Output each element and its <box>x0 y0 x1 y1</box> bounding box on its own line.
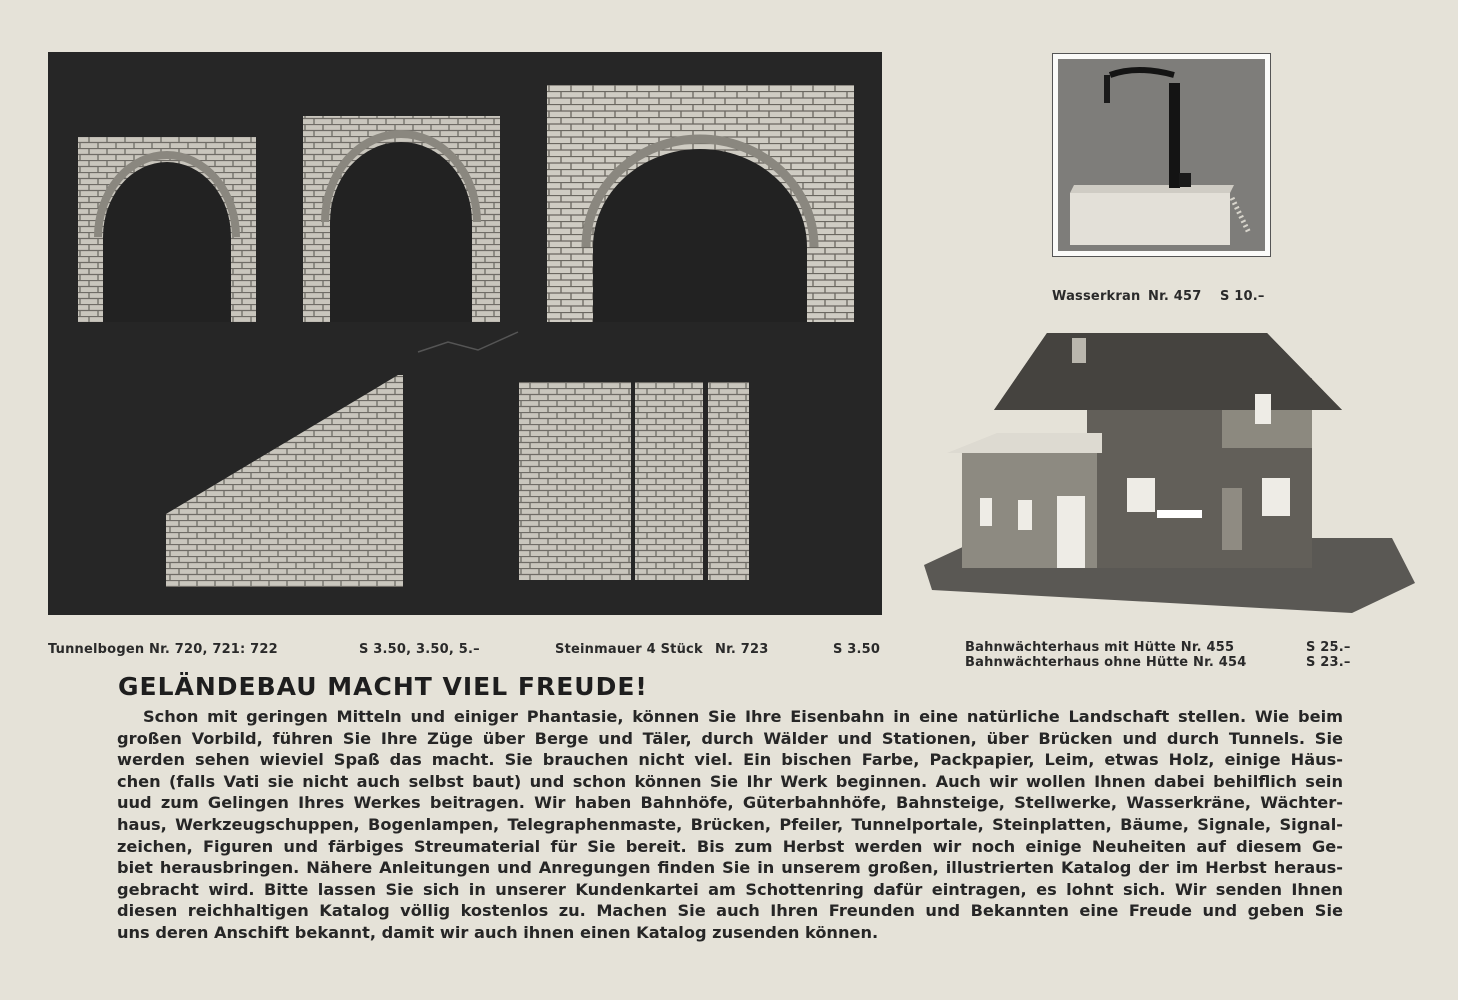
body-text <box>117 706 1343 944</box>
crane-number: Nr. 457 <box>1148 289 1202 304</box>
body-line: diesen reichhaltigen Katalog völlig kostenlos zu. Machen Sie auch Ihren Freunden und Bekannten eine Freude und geben Sie <box>117 901 1343 921</box>
body-line: gebracht wird. Bitte lassen Sie sich in unserer Kundenkartei am Schottenring dafür eintragen, es lohnt sich. Wir senden Ihnen <box>117 879 1343 899</box>
crane-price: S 10.– <box>1220 289 1265 304</box>
water-crane-photo <box>1052 53 1271 257</box>
crane-name: Wasserkran <box>1052 289 1141 304</box>
wall-name: Steinmauer 4 Stück <box>555 642 703 657</box>
tunnel-price: S 3.50, 3.50, 5.– <box>359 642 480 657</box>
body-line: uns deren Anschift bekannt, damit wir auch ihnen einen Katalog zusenden können. <box>117 922 879 942</box>
body-line: chen (falls Vati sie nicht auch selbst baut) und schon können Sie Ihr Werk beginnen. Auch wir wollen Ihnen dabei behilflich sein <box>117 771 1343 791</box>
body-line: zeichen, Figuren und färbiges Streumaterial für Sie bereit. Bis zum Herbst werden wir noch einige Neuheiten auf diesem Ge- <box>117 836 1343 856</box>
wall-price: S 3.50 <box>833 642 881 657</box>
signal-keeper-house-photo <box>922 328 1417 620</box>
body-line: uud zum Gelingen Ihres Werkes beitragen. Wir haben Bahnhöfe, Güterbahnhöfe, Bahnsteige, Stellwerke, Wasserkräne, Wächter- <box>117 793 1343 813</box>
house-with-name: Bahnwächterhaus mit Hütte Nr. 455 <box>965 640 1235 655</box>
tunnel-portals-photo <box>48 52 882 615</box>
body-line: werden sehen wieviel Spaß das macht. Sie brauchen nicht viel. Ein bischen Farbe, Packpapier, Leim, etwas Holz, einige Häus- <box>117 750 1343 770</box>
house-without-price: S 23.– <box>1306 655 1351 670</box>
body-line: großen Vorbild, führen Sie Ihre Züge über Berge und Täler, durch Wälder und Stationen, über Brücken und durch Tunnels. Sie <box>117 728 1343 748</box>
house-with-price: S 25.– <box>1306 640 1351 655</box>
body-line: biet herausbringen. Nähere Anleitungen und Anregungen finden Sie in unserem großen, illustrierten Katalog der im Herbst heraus- <box>117 858 1343 878</box>
wall-number: Nr. 723 <box>715 642 769 657</box>
body-line: haus, Werkzeugschuppen, Bogenlampen, Telegraphenmaste, Brücken, Pfeiler, Tunnelportale, Steinplatten, Bäume, Signale, Signal- <box>117 814 1343 834</box>
tunnel-name: Tunnelbogen Nr. 720, 721: 722 <box>48 642 278 657</box>
house-without-name: Bahnwächterhaus ohne Hütte Nr. 454 <box>965 655 1247 670</box>
headline: GELÄNDEBAU MACHT VIEL FREUDE! <box>118 672 648 701</box>
body-line: Schon mit geringen Mitteln und einiger Phantasie, können Sie Ihre Eisenbahn in eine natürliche Landschaft stellen. Wie beim <box>143 707 1343 726</box>
